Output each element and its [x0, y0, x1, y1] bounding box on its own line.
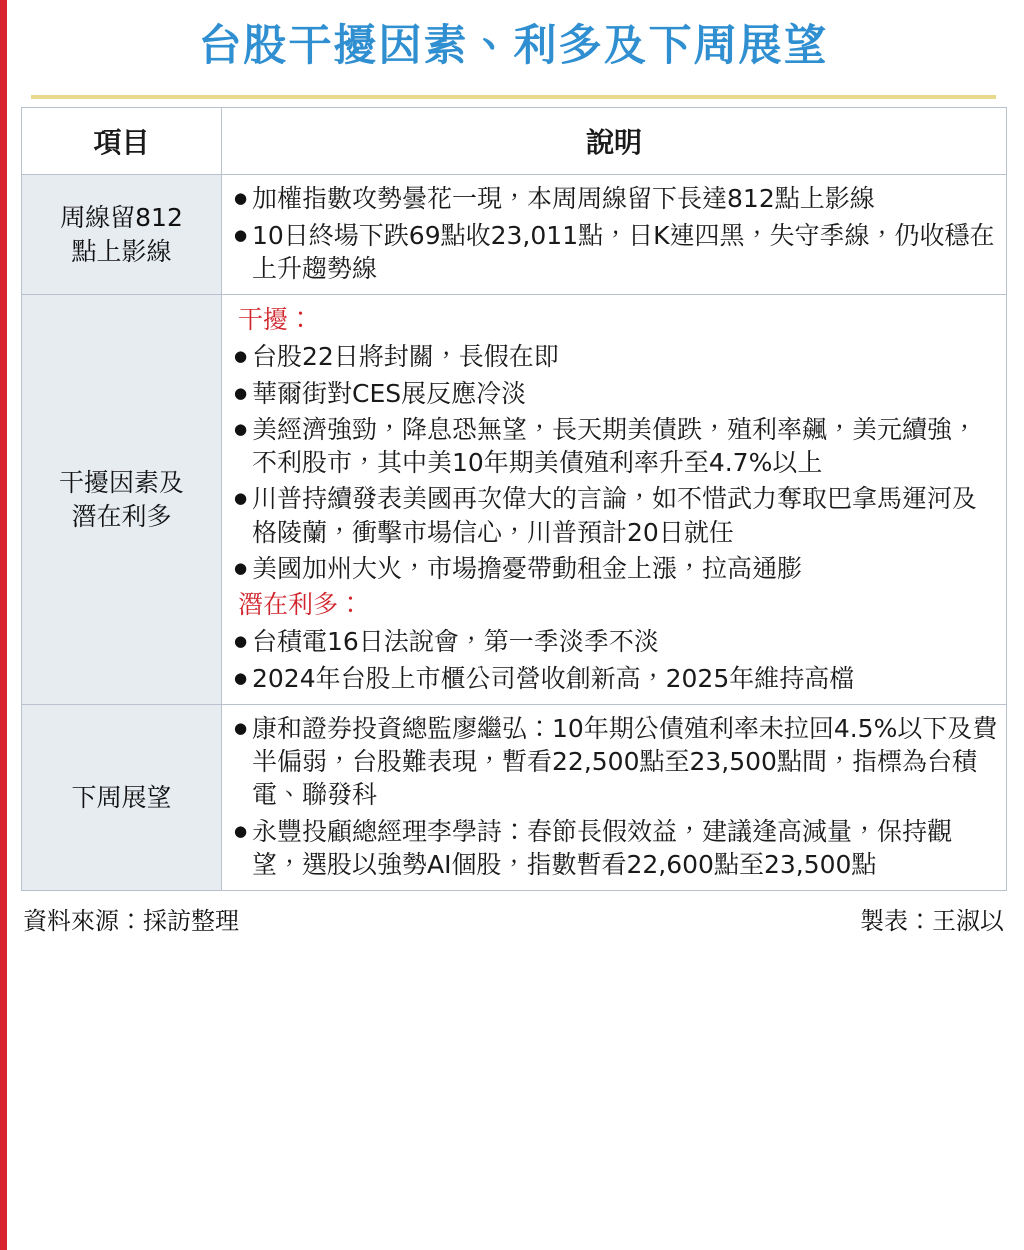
bullet-list [230, 625, 998, 695]
list-item: ● 10日終場下跌69點收23,011點，日K連四黑，失守季線，仍收穩在上升趨勢線 [230, 219, 998, 286]
table-header-row [22, 108, 1007, 175]
footer-credit: 製表：王淑以 [860, 907, 1004, 936]
footer-source: 資料來源：採訪整理 [23, 907, 239, 936]
list-item: ● 加權指數攻勢曇花一現，本周周線留下長達812點上影線 [230, 182, 998, 215]
section-heading-potential-positives: 潛在利多： [238, 590, 364, 620]
row-label-line: 下周展望 [71, 782, 172, 812]
title-divider [31, 95, 996, 99]
list-item: ● 永豐投顧總經理李學詩：春節長假效益，建議逢高減量，保持觀望，選股以強勢AI個股，指數暫看22,600點至23,500點 [230, 815, 998, 882]
row-label-weekly-upper-shadow [22, 175, 222, 295]
page-inner [7, 0, 1024, 936]
section-heading-disturbance: 干擾： [238, 305, 314, 335]
list-item: ● 美國加州大火，市場擔憂帶動租金上漲，拉高通膨 [230, 552, 998, 585]
row-content-disturbance-and-positives [222, 295, 1007, 705]
title-bar [21, 0, 1006, 85]
bullet-list [230, 182, 998, 285]
page-title: 台股干擾因素、利多及下周展望 [198, 21, 829, 71]
list-item: ● 台股22日將封關，長假在即 [230, 340, 998, 373]
row-content-next-week-outlook [222, 704, 1007, 890]
list-item: ● 華爾街對CES展反應冷淡 [230, 377, 998, 410]
list-item: ● 台積電16日法說會，第一季淡季不淡 [230, 625, 998, 658]
bullet-list [230, 340, 998, 585]
table-row [22, 704, 1007, 890]
row-label-line: 點上影線 [71, 236, 172, 266]
list-item: ● 2024年台股上市櫃公司營收創新高，2025年維持高檔 [230, 662, 998, 695]
column-header-item: 項目 [22, 108, 222, 175]
list-item: ● 川普持續發表美國再次偉大的言論，如不惜武力奪取巴拿馬運河及格陵蘭，衝擊市場信心，川普預計20日就任 [230, 482, 998, 549]
bullet-list [230, 712, 998, 881]
row-label-disturbance-and-positives [22, 295, 222, 705]
summary-table [21, 107, 1007, 891]
column-header-description: 說明 [222, 108, 1007, 175]
row-label-next-week-outlook [22, 704, 222, 890]
list-item: ● 美經濟強勁，降息恐無望，長天期美債跌，殖利率飆，美元續強，不利股市，其中美10年期美債殖利率升至4.7%以上 [230, 413, 998, 480]
row-content-weekly-upper-shadow [222, 175, 1007, 295]
row-label-line: 潛在利多 [71, 501, 172, 531]
row-label-line: 周線留812 [60, 203, 183, 233]
table-row [22, 175, 1007, 295]
row-label-line: 干擾因素及 [58, 467, 184, 497]
table-row [22, 295, 1007, 705]
footer [21, 897, 1006, 936]
list-item: ● 康和證券投資總監廖繼弘：10年期公債殖利率未拉回4.5%以下及費半偏弱，台股難表現，暫看22,500點至23,500點間，指標為台積電、聯發科 [230, 712, 998, 812]
